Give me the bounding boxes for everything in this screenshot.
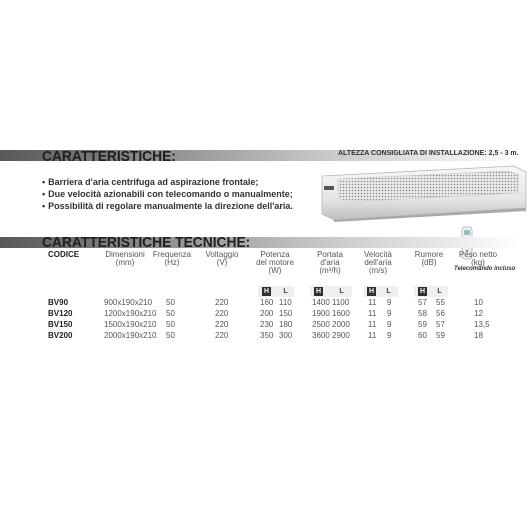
low-speed-marker: L bbox=[386, 288, 391, 295]
col-header-potenza bbox=[250, 251, 300, 275]
col-header-label: Potenza bbox=[260, 250, 290, 259]
cell-pot-h: 230 bbox=[260, 320, 274, 329]
feature-text: Due velocità azionabili con telecomando o manualmente; bbox=[48, 189, 293, 199]
cell-freq: 50 bbox=[166, 320, 175, 329]
cell-freq: 50 bbox=[166, 298, 175, 307]
cell-port-h: 2500 bbox=[312, 320, 330, 329]
cell-pot-l: 110 bbox=[279, 298, 292, 307]
col-header-label: Velocità bbox=[363, 250, 393, 259]
col-header-label: dell'aria bbox=[364, 258, 392, 267]
cell-rum-h: 57 bbox=[418, 298, 427, 307]
cell-pot-h: 160 bbox=[260, 298, 274, 307]
cell-vel-l: 9 bbox=[387, 309, 392, 318]
cell-peso: 10 bbox=[474, 298, 483, 307]
col-header-label: Portata bbox=[317, 250, 343, 259]
col-header-dimensioni bbox=[100, 251, 150, 267]
cell-rum-l: 56 bbox=[436, 309, 445, 318]
cell-port-h: 1900 bbox=[312, 309, 330, 318]
cell-pot-h: 350 bbox=[260, 331, 274, 340]
col-header-label: Peso netto bbox=[458, 250, 498, 259]
remote-included-label: Telecomando incluso bbox=[454, 266, 516, 272]
low-speed-marker: L bbox=[283, 288, 288, 295]
bullet: • bbox=[42, 201, 46, 211]
bullet: • bbox=[42, 177, 46, 187]
col-header-unit: (dB) bbox=[421, 258, 437, 267]
cell-rum-h: 58 bbox=[418, 309, 427, 318]
cell-rum-l: 57 bbox=[436, 320, 445, 329]
col-header-unit: (Hz) bbox=[164, 258, 180, 267]
cell-port-h: 1400 bbox=[312, 298, 330, 307]
col-header-portata bbox=[305, 251, 355, 275]
cell-rum-h: 59 bbox=[418, 320, 427, 329]
bullet: • bbox=[42, 189, 46, 199]
cell-dim: 2000x190x210 bbox=[104, 331, 157, 340]
cell-code: BV120 bbox=[48, 309, 73, 318]
cell-pot-l: 300 bbox=[279, 331, 293, 340]
high-speed-marker: H bbox=[315, 288, 322, 295]
cell-vel-l: 9 bbox=[387, 331, 392, 340]
air-curtain-image bbox=[318, 162, 530, 222]
cell-dim: 1200x190x210 bbox=[104, 309, 157, 318]
cell-vel-h: 11 bbox=[368, 298, 377, 307]
cell-freq: 50 bbox=[166, 309, 175, 318]
cell-port-l: 2900 bbox=[332, 331, 350, 340]
cell-rum-l: 55 bbox=[436, 298, 445, 307]
cell-peso: 12 bbox=[474, 309, 483, 318]
col-header-unit: (mm) bbox=[115, 258, 135, 267]
feature-list bbox=[42, 176, 293, 212]
feature-text: Possibilità di regolare manualmente la direzione dell'aria. bbox=[48, 201, 293, 211]
cell-vel-h: 11 bbox=[368, 320, 377, 329]
cell-dim: 1500x190x210 bbox=[104, 320, 157, 329]
cell-code: BV150 bbox=[48, 320, 73, 329]
feature-item bbox=[42, 188, 293, 200]
section-title-caratteristiche: CARATTERISTICHE: bbox=[42, 148, 176, 165]
cell-freq: 50 bbox=[166, 331, 175, 340]
section-title-caratteristiche-tecniche: CARATTERISTICHE TECNICHE: bbox=[42, 234, 251, 251]
cell-peso: 13,5 bbox=[474, 320, 490, 329]
cell-vel-l: 9 bbox=[387, 320, 392, 329]
high-speed-marker: H bbox=[368, 288, 375, 295]
high-speed-marker: H bbox=[419, 288, 426, 295]
cell-volt: 220 bbox=[215, 309, 229, 318]
cell-pot-l: 180 bbox=[279, 320, 293, 329]
cell-port-l: 1100 bbox=[332, 298, 350, 307]
low-speed-marker: L bbox=[339, 288, 344, 295]
col-header-label: del motore bbox=[256, 258, 294, 267]
high-speed-marker: H bbox=[263, 288, 270, 295]
col-header-label: Rumore bbox=[414, 250, 444, 259]
col-header-label: Dimensioni bbox=[105, 250, 145, 259]
cell-port-l: 2000 bbox=[332, 320, 350, 329]
col-header-label: Voltaggio bbox=[205, 250, 239, 259]
feature-item bbox=[42, 176, 293, 188]
cell-dim: 900x190x210 bbox=[104, 298, 153, 307]
feature-item bbox=[42, 200, 293, 212]
cell-code: BV90 bbox=[48, 298, 69, 307]
cell-vel-h: 11 bbox=[368, 309, 377, 318]
col-header-label: Frequenza bbox=[152, 250, 192, 259]
col-header-unit: (kg) bbox=[471, 258, 485, 267]
cell-vel-l: 9 bbox=[387, 298, 392, 307]
col-header-label: d'aria bbox=[320, 258, 340, 267]
cell-volt: 220 bbox=[215, 331, 229, 340]
col-header-voltaggio bbox=[200, 251, 244, 267]
install-height-note: ALTEZZA CONSIGLIATA DI INSTALLAZIONE: 2,5 - 3 m. bbox=[338, 150, 519, 157]
low-speed-marker: L bbox=[437, 288, 442, 295]
col-header-codice: CODICE bbox=[48, 250, 80, 259]
col-header-unit: (m³/h) bbox=[319, 266, 341, 275]
cell-rum-h: 60 bbox=[418, 331, 427, 340]
cell-port-h: 3600 bbox=[312, 331, 330, 340]
col-header-unit: (W) bbox=[268, 266, 282, 275]
feature-text: Barriera d'aria centrifuga ad aspirazione frontale; bbox=[48, 177, 259, 187]
col-header-unit: (V) bbox=[216, 258, 228, 267]
cell-port-l: 1600 bbox=[332, 309, 350, 318]
col-header-frequenza bbox=[150, 251, 194, 267]
col-header-velocita bbox=[355, 251, 401, 275]
cell-code: BV200 bbox=[48, 331, 73, 340]
cell-vel-h: 11 bbox=[368, 331, 377, 340]
col-header-unit: (m/s) bbox=[368, 266, 388, 275]
cell-pot-l: 150 bbox=[279, 309, 293, 318]
cell-volt: 220 bbox=[215, 298, 229, 307]
col-header-rumore bbox=[407, 251, 451, 267]
cell-pot-h: 200 bbox=[260, 309, 274, 318]
cell-rum-l: 59 bbox=[436, 331, 445, 340]
cell-peso: 18 bbox=[474, 331, 483, 340]
cell-volt: 220 bbox=[215, 320, 229, 329]
col-header-peso bbox=[450, 251, 506, 267]
